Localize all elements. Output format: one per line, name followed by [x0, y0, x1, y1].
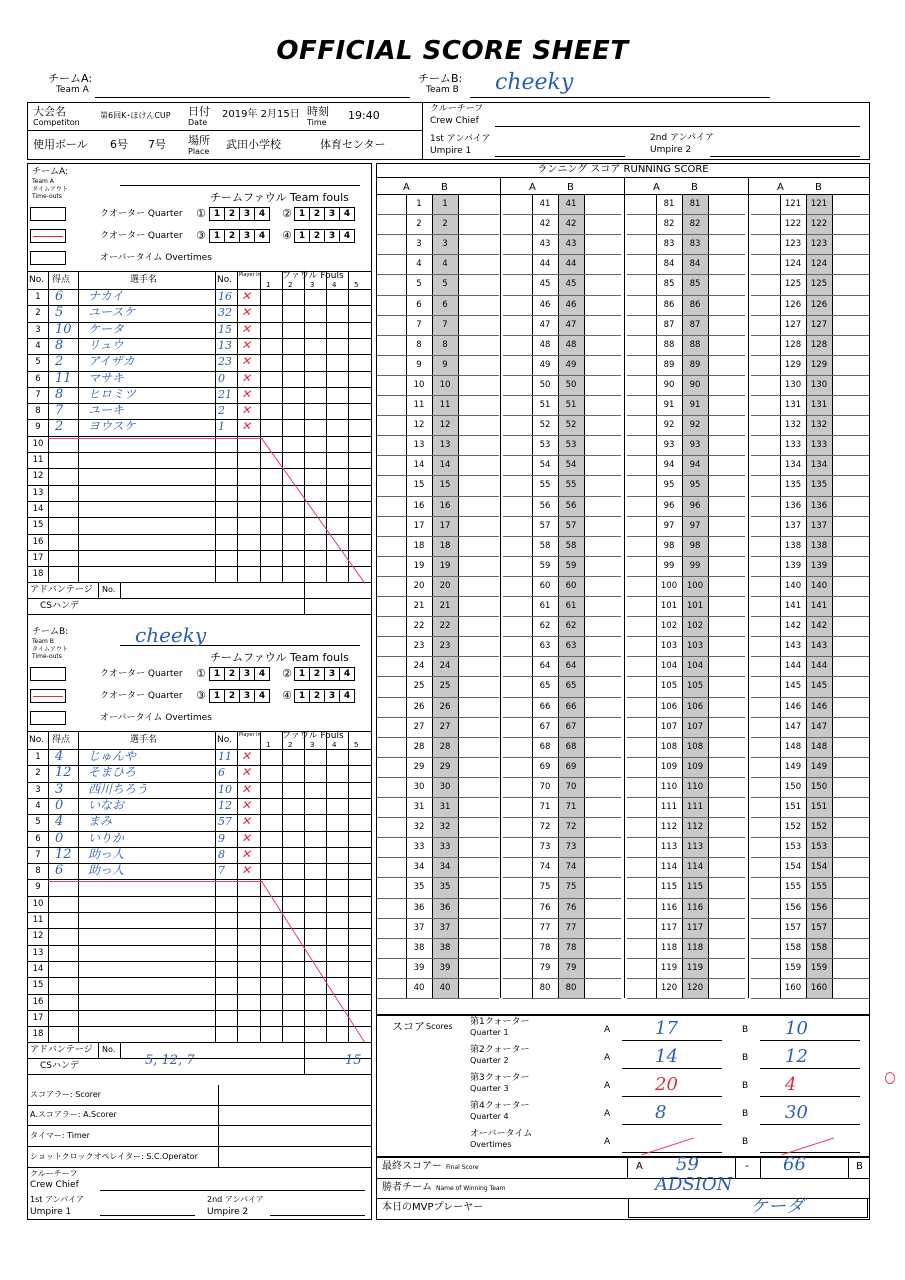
scores-label: スコア: [392, 1020, 425, 1033]
team-b-name: cheeky: [495, 70, 574, 95]
player-name: じゅんや: [88, 749, 137, 763]
player-number: 13: [218, 338, 232, 352]
player-number: 1: [218, 420, 225, 434]
player-in-mark-icon: ✕: [241, 370, 252, 385]
player-name: リュウ: [88, 337, 124, 352]
player-name: ナカイ: [88, 289, 124, 303]
mvp-label: 本日のMVPプレーヤー: [382, 1202, 484, 1213]
player-number: 9: [218, 831, 225, 845]
player-name: ケータ: [88, 321, 125, 336]
quarter-foul-box: 1 2 3 4: [209, 667, 270, 681]
player-in-mark-icon: ✕: [241, 781, 252, 796]
player-number: 11: [218, 750, 232, 763]
player-points: 12: [55, 846, 72, 862]
winner-value: ADSION: [655, 1174, 733, 1195]
stray-mark-icon: [885, 1072, 895, 1084]
player-name: 助っ人: [88, 863, 125, 878]
player-name: ヨウスケ: [88, 419, 136, 434]
team-label: チームA:: [32, 167, 69, 177]
player-points: 0: [55, 830, 64, 846]
player-in-mark-icon: ✕: [241, 749, 252, 763]
competition-label: 大会名: [33, 105, 66, 118]
quarter-score-a: 17: [655, 1018, 678, 1039]
player-points: 6: [55, 863, 64, 879]
player-in-mark-icon: ✕: [241, 354, 252, 369]
team-a-name-line: [95, 97, 410, 98]
player-in-mark-icon: ✕: [241, 797, 252, 812]
quarter-foul-box: 1 2 3 4: [209, 207, 270, 221]
quarter-foul-box: 1 2 3 4: [209, 229, 270, 243]
advantage-points: 15: [345, 1053, 362, 1068]
player-number: 57: [218, 815, 232, 829]
quarter-score-a: 20: [655, 1074, 678, 1095]
final-score-a: 59: [676, 1154, 699, 1175]
player-name: アイザカ: [88, 354, 135, 369]
team-a-label-en: Team A: [56, 85, 89, 95]
quarter-score-b: 12: [785, 1046, 808, 1067]
winner-label: 勝者チーム: [382, 1182, 432, 1193]
player-name: いりか: [88, 830, 125, 845]
player-in-mark-icon: ✕: [241, 765, 252, 780]
advantage-value: 5, 12, 7: [145, 1053, 195, 1068]
team-b-label-en: Team B: [426, 85, 459, 95]
player-in-mark-icon: ✕: [241, 289, 252, 303]
player-name: まみ: [88, 814, 113, 829]
player-points: 2: [55, 354, 64, 370]
quarter-score-a: 14: [655, 1046, 678, 1067]
player-number: 21: [218, 387, 232, 401]
player-points: 6: [55, 289, 64, 304]
player-name: ユースケ: [88, 305, 136, 320]
player-in-mark-icon: ✕: [241, 846, 252, 861]
quarter-score-b: 4: [785, 1074, 797, 1095]
player-number: 8: [218, 847, 225, 861]
running-score-title: ランニング スコア RUNNING SCORE: [537, 164, 709, 175]
team-a-label: チームA:: [48, 72, 93, 85]
player-number: 15: [218, 322, 232, 336]
player-points: 0: [55, 797, 64, 813]
player-points: 4: [55, 814, 64, 830]
team-b-label: チームB:: [418, 72, 463, 85]
quarter-foul-box: 1 2 3 4: [294, 667, 355, 681]
mvp-value: ケーダ: [750, 1196, 804, 1217]
player-in-mark-icon: ✕: [241, 403, 252, 418]
overtime-box: [30, 251, 66, 265]
advantage-label: アドバンテージ: [30, 1045, 93, 1056]
quarter-foul-box: 1 2 3 4: [294, 689, 355, 703]
overtime-box: [30, 711, 66, 725]
player-points: 11: [55, 370, 72, 386]
player-in-mark-icon: ✕: [241, 386, 252, 401]
player-points: 7: [55, 403, 64, 419]
player-number: 6: [218, 766, 225, 780]
team-fouls-label: チームファウル Team fouls: [210, 651, 349, 664]
player-name: 助っ人: [88, 846, 125, 861]
quarter-foul-box: 1 2 3 4: [209, 689, 270, 703]
player-number: 32: [218, 306, 232, 320]
team-label: チームB:: [32, 627, 69, 637]
player-name: マサキ: [88, 370, 125, 385]
player-number: 0: [218, 371, 225, 385]
player-points: 5: [55, 305, 64, 321]
player-name: そまひろ: [88, 765, 137, 780]
place-value: 武田小学校: [226, 138, 281, 151]
player-in-mark-icon: ✕: [241, 863, 252, 878]
quarter-score-b: 30: [785, 1102, 808, 1123]
cs-hand-label: CSハンデ: [40, 1061, 79, 1072]
page-title: OFFICIAL SCORE SHEET: [276, 36, 629, 66]
player-number: 12: [218, 798, 232, 812]
timeout-box: [30, 667, 66, 681]
player-name: ヒロミツ: [88, 386, 137, 401]
player-number: 2: [218, 404, 225, 418]
player-name: ユーキ: [88, 403, 125, 418]
time-value: 19:40: [348, 109, 380, 122]
player-in-mark-icon: ✕: [241, 830, 252, 845]
player-points: 12: [55, 765, 72, 781]
player-points: 10: [55, 321, 72, 337]
player-points: 4: [55, 749, 64, 764]
player-number: 16: [218, 290, 232, 303]
player-in-mark-icon: ✕: [241, 419, 252, 434]
final-score-b: 66: [783, 1154, 806, 1175]
player-in-mark-icon: ✕: [241, 321, 252, 336]
quarter-foul-box: 1 2 3 4: [294, 207, 355, 221]
competition-value: 第6回K･ほけんCUP: [100, 111, 171, 120]
final-score-label: 最終スコアー: [382, 1161, 442, 1172]
team-name: cheeky: [135, 623, 207, 647]
player-name: 西川ちろう: [88, 781, 149, 796]
timeout-box: [30, 207, 66, 221]
player-in-mark-icon: ✕: [241, 337, 252, 352]
team-fouls-label: チームファウル Team fouls: [210, 191, 349, 204]
team-b-name-line: [470, 97, 770, 98]
cs-hand-label: CSハンデ: [40, 601, 79, 612]
player-points: 8: [55, 386, 64, 402]
quarter-foul-box: 1 2 3 4: [294, 229, 355, 243]
player-number: 7: [218, 864, 225, 878]
date-value: 2019年 2月15日: [222, 109, 300, 120]
player-in-mark-icon: ✕: [241, 305, 252, 320]
player-points: 3: [55, 781, 64, 797]
quarter-score-b: 10: [785, 1018, 808, 1039]
advantage-label: アドバンテージ: [30, 585, 93, 596]
player-in-mark-icon: ✕: [241, 814, 252, 829]
player-points: 2: [55, 419, 64, 435]
quarter-score-a: 8: [655, 1102, 667, 1123]
player-number: 23: [218, 355, 232, 369]
player-name: いなお: [88, 797, 125, 812]
player-number: 10: [218, 782, 232, 796]
player-points: 8: [55, 337, 64, 353]
